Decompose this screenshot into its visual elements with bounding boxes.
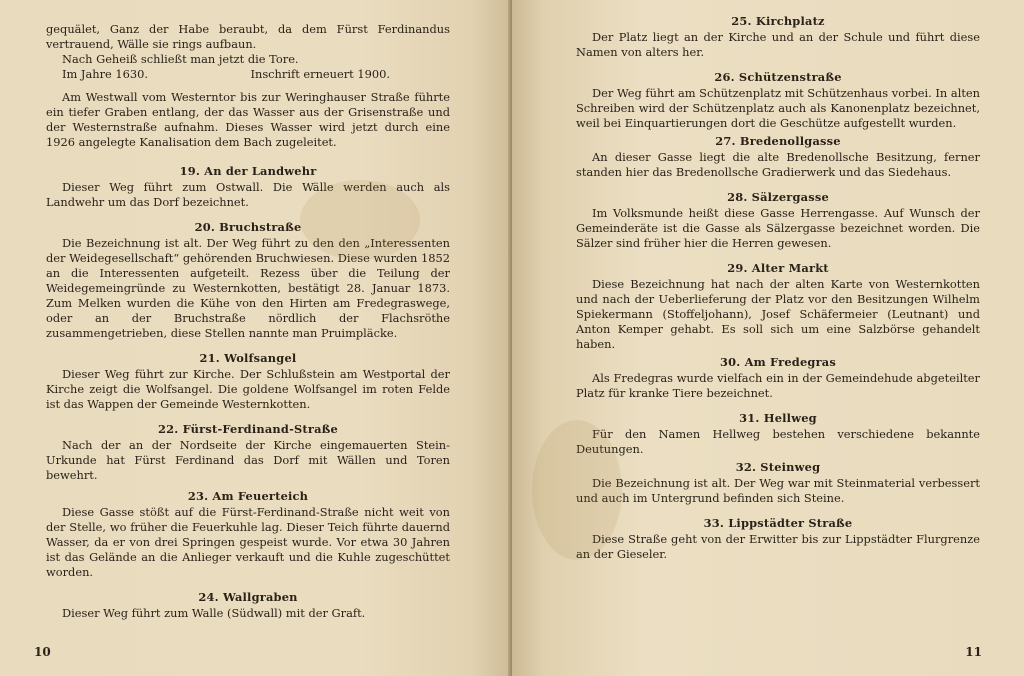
- section-text: Diese Bezeichnung hat nach der alten Karte von Westernkotten und nach der Ueberlieferung der Platz vor den Besitzungen Wilhelm Spiekermann (Stoffeljohann), Josef Schäfermeier (Leutnant) und Anton Kemper gehabt. Es soll sich um eine Salzbörse gehandelt haben.: [576, 277, 980, 351]
- section-text: Der Weg führt am Schützenplatz mit Schützenhaus vorbei. In alten Schreiben wird der Schützenplatz auch als Kanonenplatz bezeichnet, weil bei Einquartierungen dort die Geschütze aufgestellt wurden.: [576, 86, 980, 130]
- section-text: Als Fredegras wurde vielfach ein in der Gemeindehude abgeteilter Platz für kranke Tiere bezeichnet.: [576, 371, 980, 400]
- section-heading: 33. Lippstädter Straße: [703, 516, 853, 530]
- section-heading: 28. Sälzergasse: [727, 190, 829, 204]
- section-heading: 30. Am Fredegras: [720, 355, 836, 369]
- section-text: Diese Straße geht von der Erwitter bis zur Lippstädter Flurgrenze an der Gieseler.: [576, 532, 980, 561]
- section-text: An dieser Gasse liegt die alte Bredenollsche Besitzung, ferner standen hier das Bredenollsche Gradierwerk und das Siedehaus.: [576, 150, 980, 179]
- section-text: Dieser Weg führt zum Walle (Südwall) mit der Graft.: [62, 606, 366, 620]
- section-heading: 25. Kirchplatz: [731, 14, 825, 28]
- inscription-year: Im Jahre 1630.: [62, 67, 149, 81]
- section-text: Die Bezeichnung ist alt. Der Weg führt zu den den „Interessenten der Weidegesellschaft“ gehörenden Bruchwiesen. Diese wurden 1852 an die Interessenten aufgeteilt. Rezess über die Teilung der Weidegemeingründe zu Westernkotten, bestätigt 28. Januar 1873. Zum Melken wurden die Kühe von den Hirten am Fredegraswege, oder an der Bruchstraße nördlich der Flachsröthe zusammengetrieben, diese Stellen nannte man Pruimpläcke.: [46, 236, 450, 340]
- section-heading: 21. Wolfsangel: [199, 351, 297, 365]
- section-heading: 32. Steinweg: [735, 460, 821, 474]
- inscription-renewed: Inschrift erneuert 1900.: [250, 67, 390, 81]
- inscription-line: [46, 67, 450, 82]
- section-heading: 27. Bredenollgasse: [715, 134, 841, 148]
- section-text: Der Platz liegt an der Kirche und an der Schule und führt diese Namen von alters her.: [576, 30, 980, 59]
- section-heading: 26. Schützenstraße: [714, 70, 842, 84]
- section-text: Die Bezeichnung ist alt. Der Weg war mit Steinmaterial verbessert und auch im Untergrund befinden sich Steine.: [576, 476, 980, 505]
- section-text: Nach der an der Nordseite der Kirche eingemauerten Stein-Urkunde hat Fürst Ferdinand das Dorf mit Wällen und Toren bewehrt.: [46, 438, 450, 482]
- poem-line: gequälet, Ganz der Habe beraubt, da dem Fürst Ferdinandus vertrauend, Wälle sie rings aufbaun.: [46, 22, 450, 51]
- section-heading: 22. Fürst-Ferdinand-Straße: [158, 422, 338, 436]
- paper-stain: [532, 420, 622, 560]
- section-text: Für den Namen Hellweg bestehen verschiedene bekannte Deutungen.: [576, 427, 980, 456]
- westwall-paragraph: Am Westwall vom Westerntor bis zur Weringhauser Straße führte ein tiefer Graben entlang, der das Wasser aus der Grisenstraße und der Westernstraße aufnahm. Dieses Wasser wird jetzt durch eine 1926 angelegte Kanalisation dem Bach zugeleitet.: [46, 90, 450, 149]
- section-text: Im Volksmunde heißt diese Gasse Herrengasse. Auf Wunsch der Gemeinderäte ist die Gasse als Sälzergasse bezeichnet worden. Die Sälzer sind früher hier die Herren gewesen.: [576, 206, 980, 250]
- section-heading: 20. Bruchstraße: [194, 220, 302, 234]
- section-text: Dieser Weg führt zur Kirche. Der Schlußstein am Westportal der Kirche zeigt die Wolfsangel. Die goldene Wolfsangel im roten Felde ist das Wappen der Gemeinde Westernkotten.: [46, 367, 450, 411]
- page-number: 11: [965, 645, 982, 659]
- section-heading: 19. An der Landwehr: [179, 164, 317, 178]
- poem-line-geheiss: Nach Geheiß schließt man jetzt die Tore.: [62, 52, 299, 66]
- paper-stain: [300, 180, 420, 260]
- section-heading: 24. Wallgraben: [198, 590, 298, 604]
- page-number: 10: [34, 645, 51, 659]
- section-heading: 23. Am Feuerteich: [187, 489, 309, 503]
- right-page: [512, 0, 1024, 676]
- section-text: Dieser Weg führt zum Ostwall. Die Wälle werden auch als Landwehr um das Dorf bezeichnet.: [46, 180, 450, 209]
- section-text: Diese Gasse stößt auf die Fürst-Ferdinand-Straße nicht weit von der Stelle, wo früher die Feuerkuhle lag. Dieser Teich führte dauernd Wasser, da er von drei Springen gespeist wurde. Vor etwa 30 Jahren ist das Gelände an die Anlieger verkauft und die Kuhle zugeschüttet worden.: [46, 505, 450, 579]
- section-heading: 29. Alter Markt: [727, 261, 829, 275]
- section-heading: 31. Hellweg: [739, 411, 817, 425]
